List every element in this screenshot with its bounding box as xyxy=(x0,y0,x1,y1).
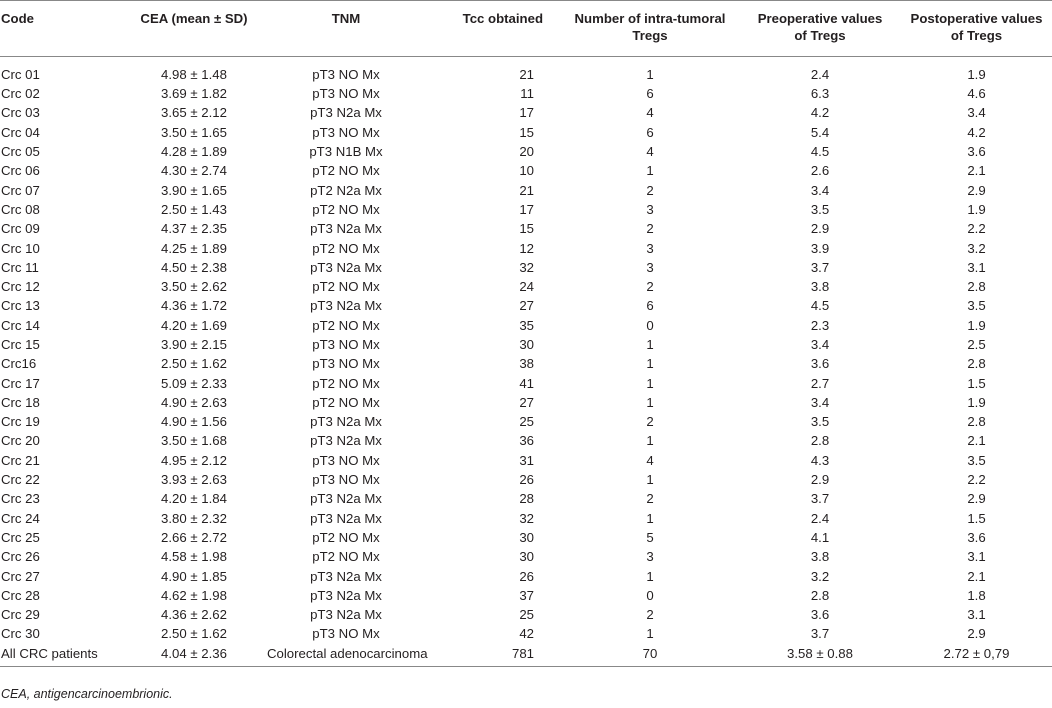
cell-code: Crc 22 xyxy=(1,472,40,488)
cell-code: Crc 04 xyxy=(1,124,40,140)
cell-tcc: 25 xyxy=(519,414,534,430)
cell-code: Crc 28 xyxy=(1,587,40,603)
cell-pre: 6.3 xyxy=(810,86,830,102)
cell-code: Crc 21 xyxy=(1,452,40,468)
cell-post: 4.2 xyxy=(967,124,986,140)
cell-tcc: 27 xyxy=(519,298,534,314)
cell-post: 3.1 xyxy=(967,607,986,623)
cell-num: 1 xyxy=(646,510,654,526)
table-row xyxy=(0,528,1052,547)
cell-pre: 3.7 xyxy=(810,626,830,642)
cell-code: Crc 26 xyxy=(1,549,40,565)
table-row xyxy=(0,219,1052,238)
cell-code: Crc 30 xyxy=(1,626,40,642)
cell-num: 0 xyxy=(646,317,654,333)
cell-tnm: pT3 NO Mx xyxy=(312,356,380,372)
cell-pre: 3.2 xyxy=(810,568,830,584)
cell-code: Crc 09 xyxy=(1,221,40,237)
cell-code: Crc 03 xyxy=(1,105,40,121)
table-row xyxy=(0,451,1052,470)
cell-pre: 3.58 ± 0.88 xyxy=(739,644,901,667)
cell-tcc: 31 xyxy=(519,452,534,468)
cell-num: 6 xyxy=(646,86,654,102)
table-row xyxy=(0,605,1052,624)
cell-num: 1 xyxy=(646,337,654,352)
cell-tnm: pT3 N2a Mx xyxy=(310,298,382,314)
cell-code: All CRC patients xyxy=(0,644,121,667)
cell-tnm: pT2 NO Mx xyxy=(312,163,380,179)
cell-code: Crc 15 xyxy=(1,337,40,352)
cell-post: 3.5 xyxy=(967,298,986,314)
cell-cea: 2.50 ± 1.62 xyxy=(161,626,227,642)
cell-cea: 4.50 ± 2.38 xyxy=(161,259,227,275)
cell-num: 2 xyxy=(646,414,654,430)
cell-tcc: 35 xyxy=(519,317,534,333)
cell-pre: 4.1 xyxy=(810,529,830,545)
table-row xyxy=(0,470,1052,489)
cell-post: 1.5 xyxy=(967,375,986,391)
cell-post: 2.8 xyxy=(967,356,986,372)
cell-pre: 2.7 xyxy=(810,375,830,391)
table-row xyxy=(0,489,1052,508)
cell-num: 1 xyxy=(646,472,654,488)
cell-tcc: 15 xyxy=(519,124,534,140)
cell-code: Crc 24 xyxy=(1,510,40,526)
cell-cea: 5.09 ± 2.33 xyxy=(161,375,227,391)
cell-post: 3.1 xyxy=(967,259,986,275)
cell-tcc: 24 xyxy=(519,279,534,295)
header-pre-line1: Preoperative values xyxy=(757,11,883,26)
cell-pre: 3.8 xyxy=(810,549,830,565)
cell-tcc: 30 xyxy=(519,549,534,565)
cell-tnm: pT2 NO Mx xyxy=(312,317,380,333)
cell-tcc: 42 xyxy=(519,626,534,642)
cell-code: Crc 23 xyxy=(1,491,40,507)
cell-cea: 4.90 ± 2.63 xyxy=(161,394,227,410)
cell-num: 2 xyxy=(646,221,654,237)
header-num-line1: Number of intra-tumoral xyxy=(574,11,726,26)
cell-pre: 2.4 xyxy=(810,67,830,82)
cell-post: 3.5 xyxy=(967,452,986,468)
cell-tcc: 21 xyxy=(519,67,534,82)
cell-cea: 4.04 ± 2.36 xyxy=(121,644,267,667)
cell-cea: 4.25 ± 1.89 xyxy=(161,240,227,256)
cell-tcc: 15 xyxy=(519,221,534,237)
cell-post: 2.1 xyxy=(967,433,986,449)
cell-post: 1.9 xyxy=(967,201,986,217)
table-row xyxy=(0,354,1052,373)
cell-tnm: pT3 N2a Mx xyxy=(310,568,382,584)
header-post-line2: of Tregs xyxy=(950,28,1003,43)
cell-tnm: Colorectal adenocarcinoma xyxy=(267,644,425,667)
cell-code: Crc 13 xyxy=(1,298,40,314)
cell-cea: 3.80 ± 2.32 xyxy=(161,510,227,526)
header-preoperative xyxy=(739,1,901,57)
cell-cea: 3.69 ± 1.82 xyxy=(161,86,227,102)
cell-num: 3 xyxy=(646,549,654,565)
cell-code: Crc 20 xyxy=(1,433,40,449)
table-row xyxy=(0,142,1052,161)
cell-tcc: 11 xyxy=(520,86,534,102)
table-row xyxy=(0,238,1052,257)
cell-cea: 4.20 ± 1.84 xyxy=(161,491,227,507)
cell-post: 2.2 xyxy=(967,472,986,488)
cell-code: Crc 01 xyxy=(1,67,40,82)
cell-cea: 4.30 ± 2.74 xyxy=(161,163,227,179)
cell-num: 1 xyxy=(646,375,654,391)
cell-pre: 3.4 xyxy=(810,337,830,352)
cell-post: 2.1 xyxy=(967,568,986,584)
cell-num: 0 xyxy=(646,587,654,603)
cell-cea: 3.50 ± 2.62 xyxy=(161,279,227,295)
table-header xyxy=(0,1,1052,57)
cell-tnm: pT3 N2a Mx xyxy=(310,221,382,237)
cell-num: 1 xyxy=(646,394,654,410)
cell-cea: 3.50 ± 1.68 xyxy=(161,433,227,449)
header-num-tregs xyxy=(561,1,739,57)
cell-num: 1 xyxy=(646,356,654,372)
header-tcc: Tcc obtained xyxy=(425,1,561,57)
cell-post: 1.5 xyxy=(967,510,986,526)
cell-pre: 2.8 xyxy=(810,587,830,603)
cell-num: 3 xyxy=(646,240,654,256)
header-pre-line2: of Tregs xyxy=(794,28,846,43)
table-row xyxy=(0,547,1052,566)
cell-post: 1.9 xyxy=(967,317,986,333)
cell-tnm: pT3 NO Mx xyxy=(312,67,380,82)
cell-pre: 3.4 xyxy=(810,394,830,410)
cell-tnm: pT3 N2a Mx xyxy=(310,433,382,449)
cell-code: Crc 19 xyxy=(1,414,40,430)
header-tnm: TNM xyxy=(267,1,425,57)
cell-tcc: 37 xyxy=(519,587,534,603)
cell-post: 4.6 xyxy=(967,86,986,102)
table-footnote: CEA, antigencarcinoembrionic. xyxy=(1,687,173,701)
cell-tcc: 10 xyxy=(519,163,534,179)
cell-num: 4 xyxy=(646,105,654,121)
table-row xyxy=(0,566,1052,585)
cell-pre: 3.7 xyxy=(810,491,830,507)
cell-num: 2 xyxy=(646,607,654,623)
table-row-total xyxy=(0,644,1052,667)
cell-pre: 2.6 xyxy=(810,163,830,179)
cell-num: 4 xyxy=(646,452,654,468)
cell-tcc: 26 xyxy=(519,472,534,488)
cell-tcc: 36 xyxy=(519,433,534,449)
cell-num: 2 xyxy=(646,491,654,507)
cell-num: 1 xyxy=(646,67,654,82)
cell-num: 3 xyxy=(646,259,654,275)
cell-post: 2.5 xyxy=(967,337,986,352)
table-row xyxy=(0,200,1052,219)
table-row xyxy=(0,161,1052,180)
cell-tcc: 12 xyxy=(519,240,534,256)
cell-cea: 2.50 ± 1.62 xyxy=(161,356,227,372)
cell-num: 6 xyxy=(646,298,654,314)
cell-code: Crc 06 xyxy=(1,163,40,179)
cell-tcc: 21 xyxy=(519,182,534,198)
cell-num: 1 xyxy=(646,568,654,584)
cell-num: 3 xyxy=(646,201,654,217)
cell-tcc: 41 xyxy=(519,375,534,391)
cell-tnm: pT3 NO Mx xyxy=(312,452,380,468)
cell-tnm: pT2 NO Mx xyxy=(312,375,380,391)
cell-post: 2.9 xyxy=(967,626,986,642)
cell-num: 5 xyxy=(646,529,654,545)
cell-cea: 4.98 ± 1.48 xyxy=(161,67,227,82)
cell-post: 2.72 ± 0,79 xyxy=(901,644,1052,667)
table-row xyxy=(0,180,1052,199)
cell-tcc: 20 xyxy=(519,144,534,160)
table-row xyxy=(0,509,1052,528)
cell-pre: 3.6 xyxy=(810,356,830,372)
cell-code: Crc 10 xyxy=(1,240,40,256)
table-row xyxy=(0,57,1052,85)
cell-tnm: pT3 NO Mx xyxy=(312,86,380,102)
cell-pre: 4.3 xyxy=(810,452,830,468)
cell-tcc: 17 xyxy=(519,105,534,121)
cell-post: 3.2 xyxy=(967,240,986,256)
cell-code: Crc 25 xyxy=(1,529,40,545)
cell-code: Crc 08 xyxy=(1,201,40,217)
header-num-line2: Tregs xyxy=(632,28,668,43)
cell-post: 2.1 xyxy=(967,163,986,179)
cell-code: Crc 07 xyxy=(1,182,40,198)
cell-pre: 3.6 xyxy=(810,607,830,623)
cell-code: Crc 02 xyxy=(1,86,40,102)
cell-tnm: pT3 NO Mx xyxy=(312,626,380,642)
cell-pre: 3.5 xyxy=(810,201,830,217)
cell-cea: 3.65 ± 2.12 xyxy=(161,105,227,121)
cell-num: 4 xyxy=(646,144,654,160)
cell-pre: 2.4 xyxy=(810,510,830,526)
cell-post: 2.2 xyxy=(967,221,986,237)
cell-tnm: pT3 NO Mx xyxy=(312,472,380,488)
cell-pre: 5.4 xyxy=(810,124,830,140)
header-cea: CEA (mean ± SD) xyxy=(121,1,267,57)
cell-post: 2.9 xyxy=(967,182,986,198)
cell-tnm: pT3 N2a Mx xyxy=(310,510,382,526)
cell-code: Crc 29 xyxy=(1,607,40,623)
cell-tcc: 25 xyxy=(519,607,534,623)
cell-code: Crc 18 xyxy=(1,394,40,410)
table-row xyxy=(0,431,1052,450)
cell-post: 3.6 xyxy=(967,529,986,545)
table-row xyxy=(0,624,1052,643)
cell-cea: 4.58 ± 1.98 xyxy=(161,549,227,565)
cell-tcc: 781 xyxy=(425,644,561,667)
cell-tnm: pT3 N2a Mx xyxy=(310,259,382,275)
cell-tnm: pT2 NO Mx xyxy=(312,240,380,256)
cell-pre: 2.8 xyxy=(810,433,830,449)
cell-tnm: pT3 N2a Mx xyxy=(310,414,382,430)
table-row xyxy=(0,373,1052,392)
cell-tnm: pT2 NO Mx xyxy=(312,279,380,295)
cell-tnm: pT2 N2a Mx xyxy=(310,182,382,198)
cell-post: 3.6 xyxy=(967,144,986,160)
header-code: Code xyxy=(0,1,121,57)
cell-num: 1 xyxy=(646,163,654,179)
cell-num: 70 xyxy=(561,644,739,667)
cell-cea: 4.28 ± 1.89 xyxy=(161,144,227,160)
table-row xyxy=(0,412,1052,431)
cell-pre: 3.5 xyxy=(810,414,830,430)
cell-post: 1.8 xyxy=(967,587,986,603)
cell-code: Crc 17 xyxy=(1,375,40,391)
table-row xyxy=(0,103,1052,122)
cell-tnm: pT3 N2a Mx xyxy=(310,587,382,603)
cell-cea: 4.90 ± 1.85 xyxy=(161,568,227,584)
cell-post: 2.9 xyxy=(967,491,986,507)
table-row xyxy=(0,258,1052,277)
cell-tnm: pT2 NO Mx xyxy=(312,394,380,410)
cell-tcc: 32 xyxy=(519,510,534,526)
cell-post: 3.4 xyxy=(967,105,986,121)
header-postoperative xyxy=(901,1,1052,57)
cell-cea: 4.36 ± 1.72 xyxy=(161,298,227,314)
cell-cea: 4.90 ± 1.56 xyxy=(161,414,227,430)
cell-pre: 2.9 xyxy=(810,472,830,488)
cell-pre: 4.5 xyxy=(810,144,830,160)
cell-tnm: pT3 NO Mx xyxy=(312,124,380,140)
cell-code: Crc 11 xyxy=(1,259,39,275)
table-body xyxy=(0,57,1052,667)
cell-pre: 3.7 xyxy=(810,259,830,275)
cell-code: Crc 12 xyxy=(1,279,40,295)
cell-cea: 4.37 ± 2.35 xyxy=(161,221,227,237)
cell-post: 2.8 xyxy=(967,414,986,430)
table-row xyxy=(0,277,1052,296)
cell-tnm: pT2 NO Mx xyxy=(312,549,380,565)
table-row xyxy=(0,123,1052,142)
cell-post: 1.9 xyxy=(967,67,986,82)
cell-num: 2 xyxy=(646,182,654,198)
table-row xyxy=(0,586,1052,605)
cell-code: Crc 05 xyxy=(1,144,40,160)
cell-cea: 4.36 ± 2.62 xyxy=(161,607,227,623)
cell-code: Crc 14 xyxy=(1,317,40,333)
table-row xyxy=(0,296,1052,315)
cell-post: 2.8 xyxy=(967,279,986,295)
cell-tcc: 38 xyxy=(519,356,534,372)
cell-code: Crc16 xyxy=(1,356,37,372)
cell-pre: 4.2 xyxy=(810,105,830,121)
cell-tnm: pT3 N2a Mx xyxy=(310,491,382,507)
table-row xyxy=(0,316,1052,335)
cell-cea: 4.20 ± 1.69 xyxy=(161,317,227,333)
cell-pre: 2.3 xyxy=(810,317,830,333)
cell-cea: 2.66 ± 2.72 xyxy=(161,529,227,545)
cell-cea: 4.95 ± 2.12 xyxy=(161,452,227,468)
cell-tcc: 30 xyxy=(519,529,534,545)
cell-num: 6 xyxy=(646,124,654,140)
cell-cea: 3.90 ± 2.15 xyxy=(161,337,227,352)
cell-tnm: pT2 NO Mx xyxy=(312,529,380,545)
cell-pre: 3.8 xyxy=(810,279,830,295)
cell-pre: 2.9 xyxy=(810,221,830,237)
cell-cea: 3.50 ± 1.65 xyxy=(161,124,227,140)
cell-tcc: 28 xyxy=(519,491,534,507)
cell-tcc: 30 xyxy=(519,337,534,352)
cell-tnm: pT2 NO Mx xyxy=(312,201,380,217)
table-row xyxy=(0,84,1052,103)
cell-tcc: 26 xyxy=(519,568,534,584)
cell-pre: 3.4 xyxy=(810,182,830,198)
cell-post: 1.9 xyxy=(967,394,986,410)
cell-tcc: 17 xyxy=(519,201,534,217)
cell-code: Crc 27 xyxy=(1,568,40,584)
cell-cea: 3.90 ± 1.65 xyxy=(161,182,227,198)
cell-num: 1 xyxy=(646,433,654,449)
cell-tcc: 32 xyxy=(519,259,534,275)
cell-tnm: pT3 N2a Mx xyxy=(310,607,382,623)
cell-pre: 4.5 xyxy=(810,298,830,314)
cell-tnm: pT3 NO Mx xyxy=(312,337,380,352)
cell-tnm: pT3 N2a Mx xyxy=(310,105,382,121)
cell-cea: 4.62 ± 1.98 xyxy=(161,587,227,603)
cell-post: 3.1 xyxy=(967,549,986,565)
cell-cea: 2.50 ± 1.43 xyxy=(161,201,227,217)
header-post-line1: Postoperative values xyxy=(910,11,1043,26)
cell-num: 1 xyxy=(646,626,654,642)
cell-tcc: 27 xyxy=(519,394,534,410)
cell-cea: 3.93 ± 2.63 xyxy=(161,472,227,488)
cell-tnm: pT3 N1B Mx xyxy=(309,144,383,160)
table-row xyxy=(0,335,1052,354)
cell-pre: 3.9 xyxy=(810,240,830,256)
table-row xyxy=(0,393,1052,412)
cell-num: 2 xyxy=(646,279,654,295)
